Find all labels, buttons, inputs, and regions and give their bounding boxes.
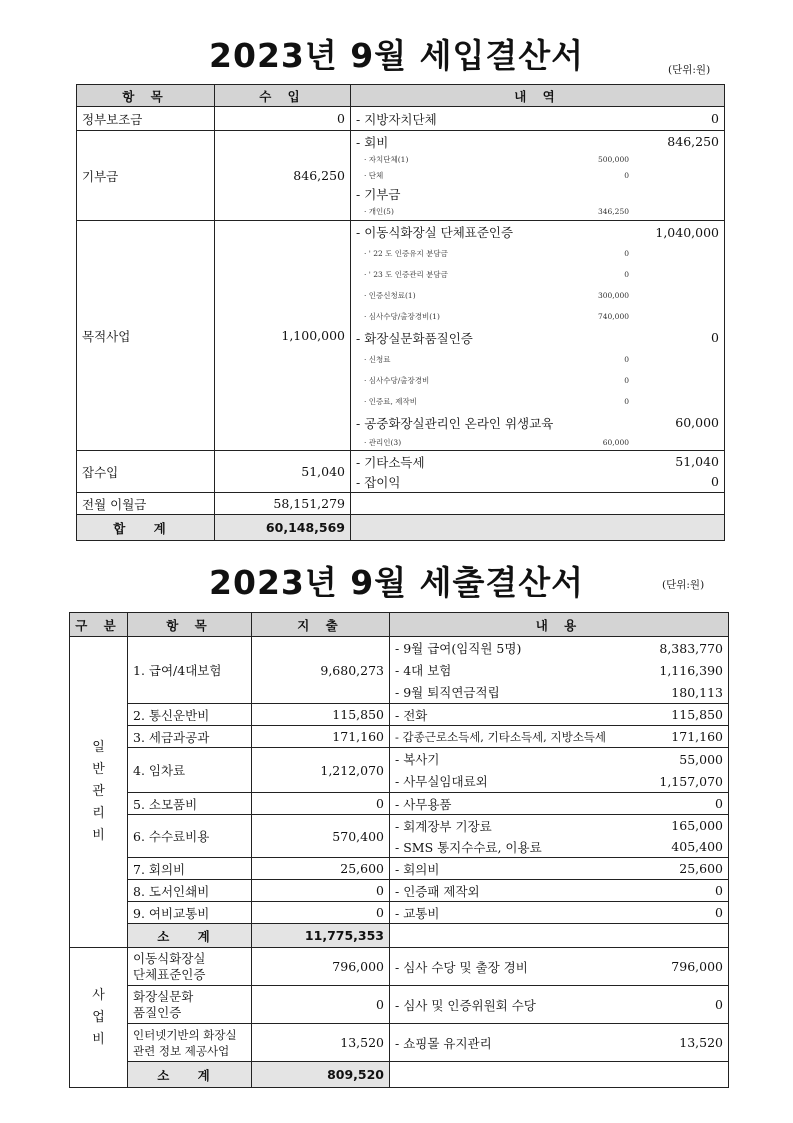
income-detail: - 지방자치단체 0 [351,107,725,131]
expense-item: 8. 도서인쇄비 [128,880,252,902]
expense-row [70,948,729,986]
income-row [77,221,725,451]
expense-detail: - 심사 및 인증위원회 수당 0 [390,986,729,1024]
expense-row [70,858,729,880]
business-subtotal-amount: 809,520 [252,1062,390,1088]
expense-detail: - 복사기 55,000 - 사무실임대료외 1,157,070 [390,748,729,793]
expense-detail: - 회계장부 기장료 165,000 - SMS 통지수수료, 이용료 405,400 [390,815,729,858]
general-subtotal-amount: 11,775,353 [252,924,390,948]
expense-table [69,612,729,1088]
expense-item: 5. 소모품비 [128,793,252,815]
expense-item: 인터넷기반의 화장실 관련 정보 제공사업 [128,1024,252,1062]
expense-item: 화장실문화 품질인증 [128,986,252,1024]
expense-item: 6. 수수료비용 [128,815,252,858]
expense-row [70,704,729,726]
expense-amount: 9,680,273 [252,637,390,704]
expense-detail: - 인증패 제작외 0 [390,880,729,902]
income-item: 잡수입 [77,451,215,493]
expense-header-detail: 내 용 [390,613,729,637]
expense-detail: - 교통비 0 [390,902,729,924]
expense-row [70,880,729,902]
income-row [77,451,725,493]
general-subtotal-label: 소 계 [128,924,252,948]
general-subtotal-row [70,924,729,948]
expense-row [70,902,729,924]
income-amount: 58,151,279 [215,493,351,515]
business-subtotal-detail [390,1062,729,1088]
income-row [77,131,725,221]
income-item: 정부보조금 [77,107,215,131]
expense-detail: - 쇼핑몰 유지관리 13,520 [390,1024,729,1062]
business-subtotal-row [70,1062,729,1088]
income-total-amount: 60,148,569 [215,515,351,541]
expense-amount: 171,160 [252,726,390,748]
expense-detail: - 사무용품 0 [390,793,729,815]
expense-amount: 0 [252,793,390,815]
expense-item: 9. 여비교통비 [128,902,252,924]
expense-detail: - 전화 115,850 [390,704,729,726]
expense-detail: - 갑종근로소득세, 기타소득세, 지방소득세 171,160 [390,726,729,748]
income-item: 전월 이월금 [77,493,215,515]
income-total-row [77,515,725,541]
income-table [76,84,725,541]
expense-amount: 796,000 [252,948,390,986]
expense-item: 이동식화장실 단체표준인증 [128,948,252,986]
income-total-detail [351,515,725,541]
income-header-amount: 수 입 [215,85,351,107]
expense-row [70,793,729,815]
income-unit: (단위:원) [668,64,711,76]
expense-item: 2. 통신운반비 [128,704,252,726]
income-detail: - 기타소득세 51,040 - 잡이익 0 [351,451,725,493]
general-subtotal-detail [390,924,729,948]
income-row [77,493,725,515]
expense-amount: 570,400 [252,815,390,858]
expense-amount: 1,212,070 [252,748,390,793]
expense-header-item: 항 목 [128,613,252,637]
expense-header-amount: 지 출 [252,613,390,637]
expense-detail: - 회의비 25,600 [390,858,729,880]
expense-title: 2023년 9월 세출결산서 [209,563,584,602]
business-category-label: 사 업 비 [70,948,128,1088]
income-header-detail: 내 역 [351,85,725,107]
expense-amount: 0 [252,902,390,924]
income-item: 기부금 [77,131,215,221]
expense-amount: 13,520 [252,1024,390,1062]
income-detail: - 회비 846,250 · 자치단체(1) 500,000 · 단체 0 - 기부금 · 개인(5) 346,250 [351,131,725,221]
expense-item: 3. 세금과공과 [128,726,252,748]
expense-row [70,726,729,748]
income-detail: - 이동식화장실 단체표준인증 1,040,000 · ' 22 도 인증유지 분담금 0 · ' 23 도 인증관리 분담금 0 · 인증신청료(1) 300,000 · 심사수당/출장경비(1) 740,000 - 화장실문화품질인증 0 · 신청료 0 · 심사수당/출장경비 0 · 인증료, 제작비 0 - 공중화장실관리인 온라인 위생교육 60,000 · 관리인(3) 60,000 [351,221,725,451]
expense-amount: 0 [252,880,390,902]
income-amount: 0 [215,107,351,131]
general-category-label: 일 반 관 리 비 [70,637,128,948]
expense-unit: (단위:원) [662,579,705,591]
income-amount: 1,100,000 [215,221,351,451]
expense-amount: 25,600 [252,858,390,880]
income-detail [351,493,725,515]
expense-row [70,986,729,1024]
expense-row [70,1024,729,1062]
income-row [77,107,725,131]
expense-row [70,637,729,704]
income-amount: 846,250 [215,131,351,221]
expense-row [70,748,729,793]
expense-item: 4. 임차료 [128,748,252,793]
expense-row [70,815,729,858]
income-header-item: 항 목 [77,85,215,107]
expense-amount: 0 [252,986,390,1024]
expense-item: 7. 회의비 [128,858,252,880]
income-total-label: 합 계 [77,515,215,541]
income-amount: 51,040 [215,451,351,493]
expense-detail: - 9월 급여(임직원 5명) 8,383,770 - 4대 보험 1,116,390 - 9월 퇴직연금적립 180,113 [390,637,729,704]
expense-detail: - 심사 수당 및 출장 경비 796,000 [390,948,729,986]
expense-item: 1. 급여/4대보험 [128,637,252,704]
income-item: 목적사업 [77,221,215,451]
income-title: 2023년 9월 세입결산서 [209,36,584,75]
expense-header-category: 구 분 [70,613,128,637]
expense-amount: 115,850 [252,704,390,726]
business-subtotal-label: 소 계 [128,1062,252,1088]
